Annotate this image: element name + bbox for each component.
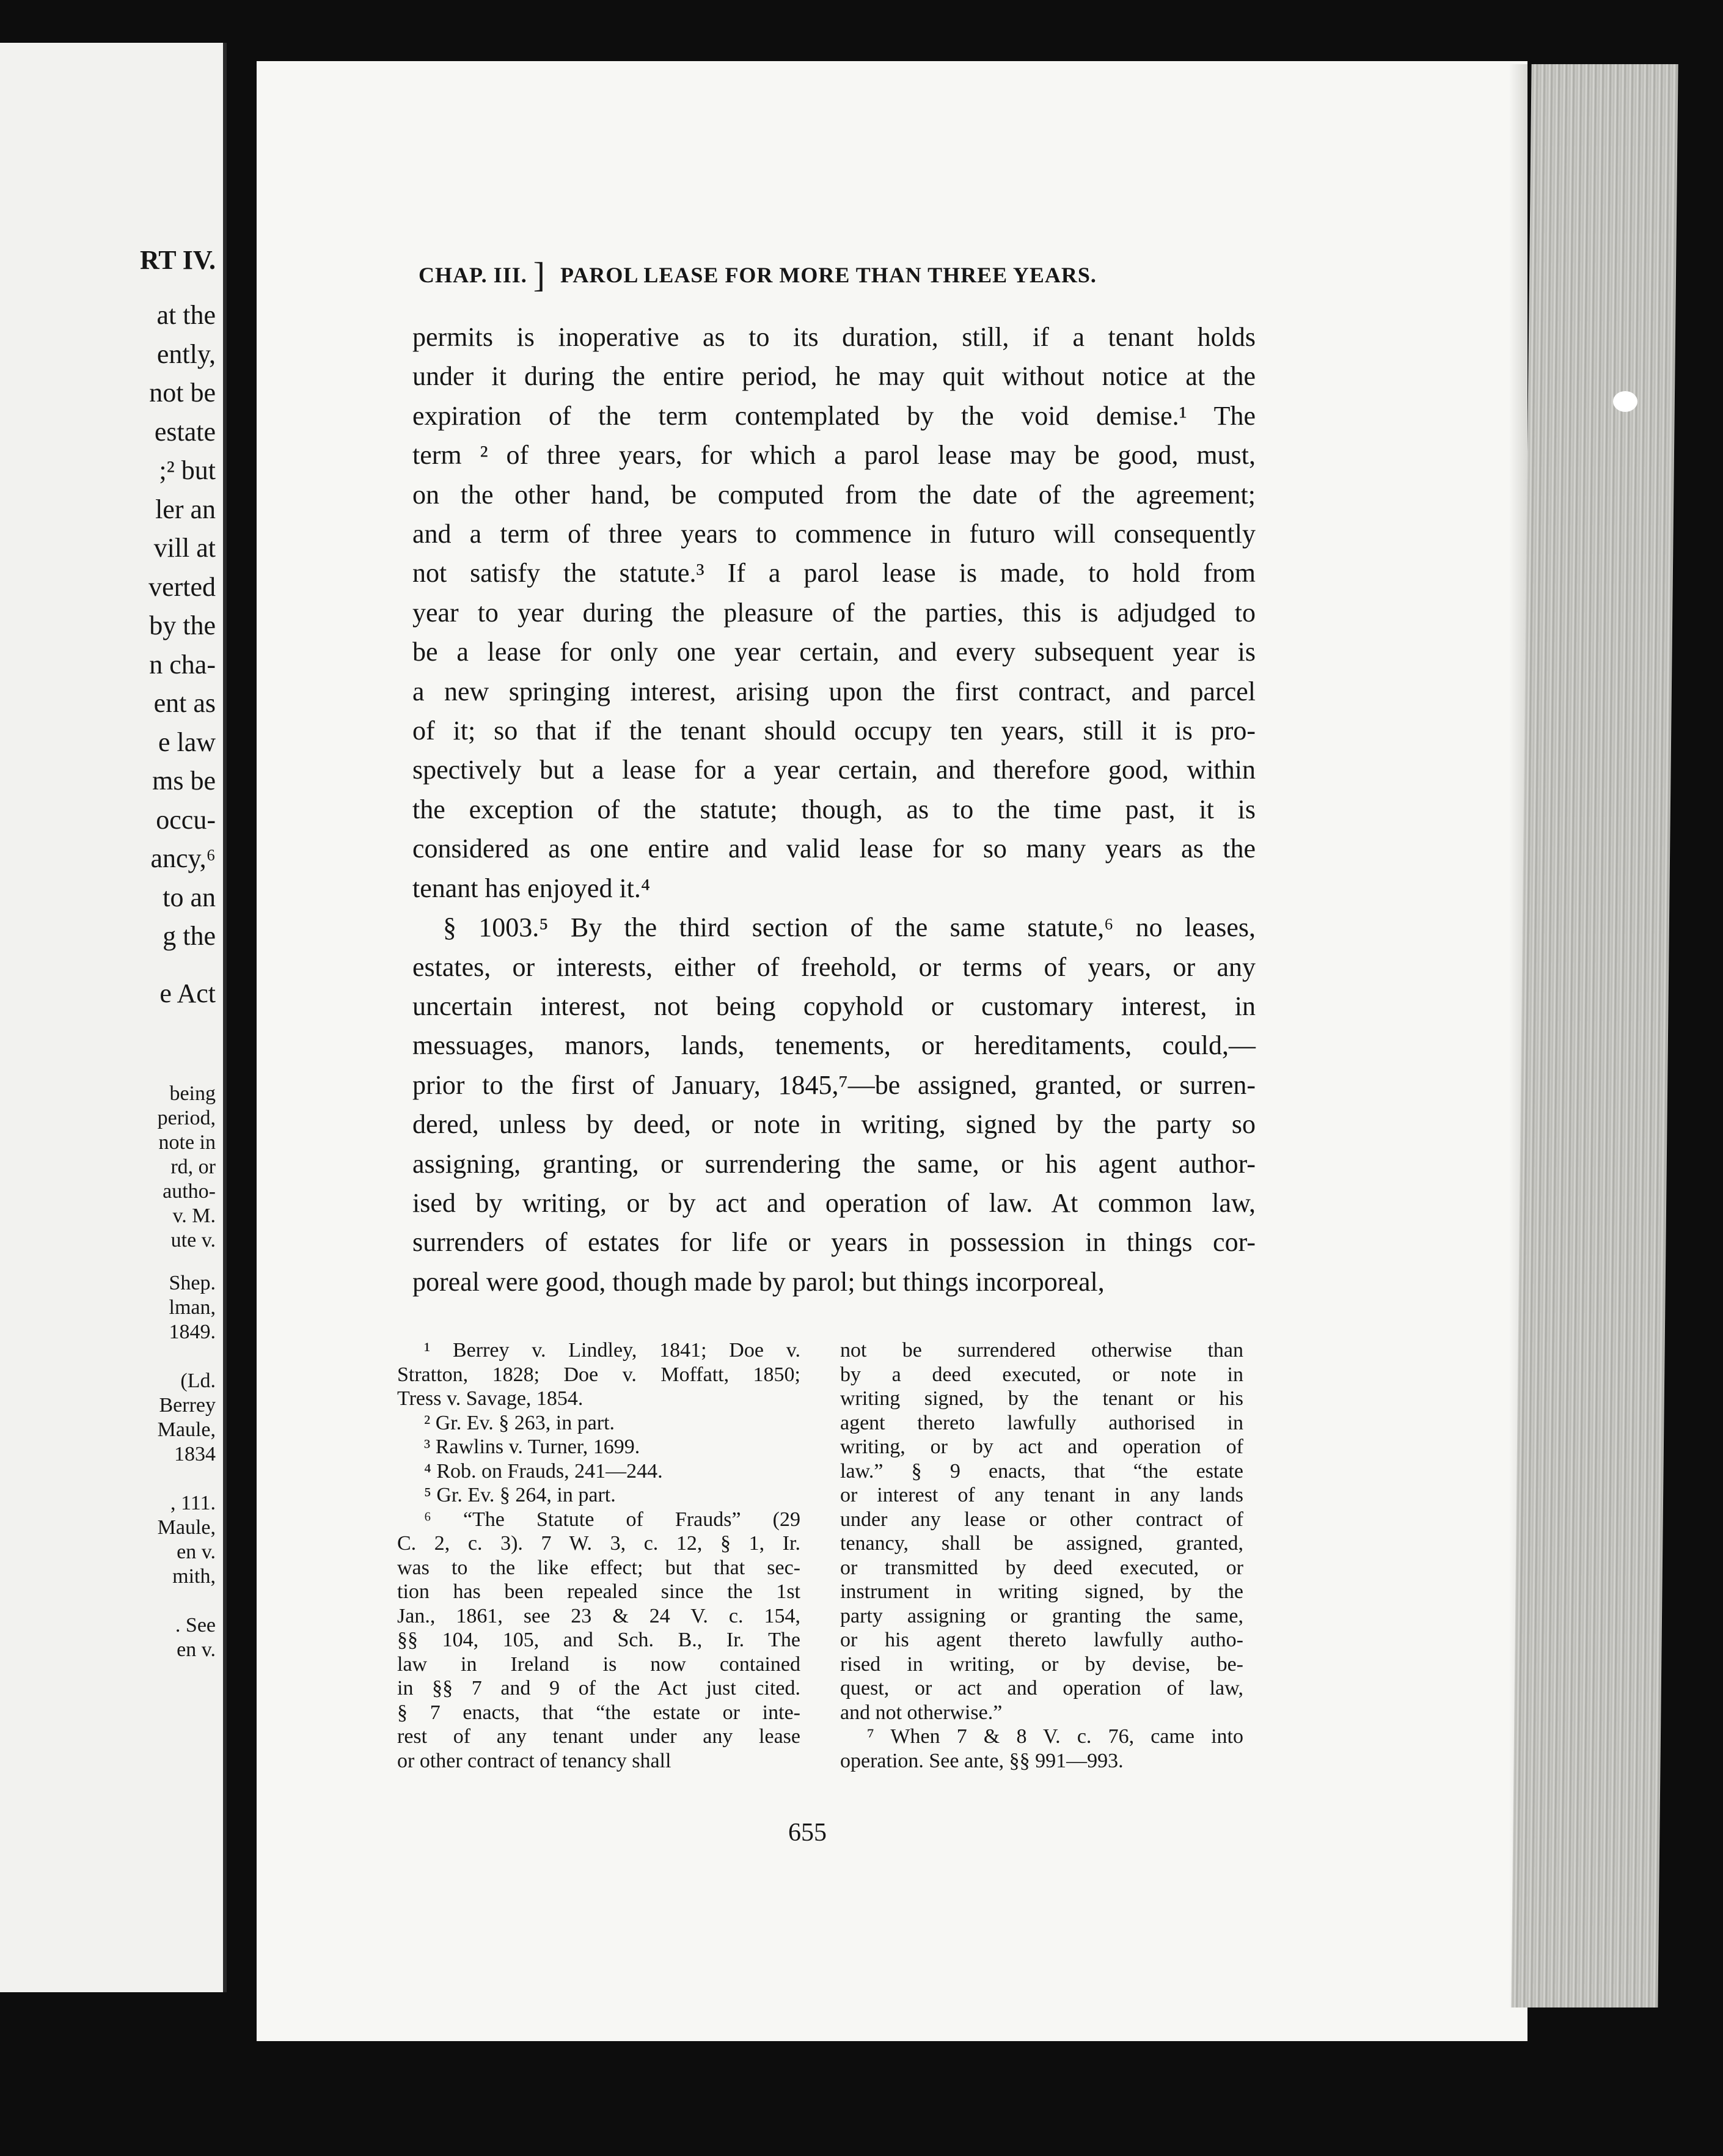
body-line: of it; so that if the tenant should occupy ten years, still it is pro-: [412, 716, 1256, 746]
footnote-line: or interest of any tenant in any lands: [840, 1484, 1243, 1506]
footnote-line: rised in writing, or by devise, be-: [840, 1652, 1243, 1676]
body-line: on the other hand, be computed from the date of the agreement;: [412, 479, 1256, 510]
body-line: prior to the first of January, 1845,⁷—be assigned, granted, or surren-: [412, 1069, 1256, 1100]
facing-page-footnote-fragment: rd, or: [170, 1156, 216, 1178]
facing-page-footnote-fragment: en v.: [177, 1638, 216, 1661]
facing-page-fragment: RT IV.: [139, 245, 216, 275]
footnote-line: law.” § 9 enacts, that “the estate: [840, 1459, 1243, 1483]
running-head-chapter: CHAP. III.: [419, 263, 527, 287]
footnote-line: operation. See ante, §§ 991—993.: [840, 1749, 1124, 1772]
footnote-line: § 7 enacts, that “the estate or inte-: [397, 1701, 800, 1724]
footnote-line: ⁶ “The Statute of Frauds” (29: [424, 1508, 800, 1531]
footnote-line: not be surrendered otherwise than: [840, 1339, 1243, 1362]
footnote-line: Stratton, 1828; Doe v. Moffatt, 1850;: [397, 1363, 800, 1386]
facing-page-fragment: g the: [163, 921, 216, 951]
running-head: [419, 257, 1194, 293]
facing-page-footnote-fragment: . See: [175, 1614, 216, 1637]
footnote-line: writing signed, by the tenant or his: [840, 1387, 1243, 1410]
footnote-line: under any lease or other contract of: [840, 1508, 1243, 1531]
facing-page-fragment: ancy,⁶: [150, 843, 216, 873]
body-line: uncertain interest, not being copyhold or customary interest, in: [412, 991, 1256, 1021]
facing-page-footnote-fragment: , 111.: [170, 1492, 216, 1514]
facing-page-fragment: e Act: [159, 978, 216, 1008]
body-line: under it during the entire period, he may quit without notice at the: [412, 361, 1256, 392]
facing-page-footnote-fragment: 1849.: [169, 1321, 216, 1343]
footnote-line: was to the like effect; but that sec-: [397, 1556, 800, 1579]
facing-page-fragment: n cha-: [149, 649, 216, 680]
body-line: § 1003.⁵ By the third section of the same statute,⁶ no leases,: [443, 912, 1256, 943]
body-line: be a lease for only one year certain, and every subsequent year is: [412, 637, 1256, 667]
facing-page-footnote-fragment: Shep.: [169, 1272, 216, 1294]
footnote-line: Jan., 1861, see 23 & 24 V. c. 154,: [397, 1604, 800, 1627]
facing-page-fragment: ent as: [153, 688, 216, 718]
footnote-line: or transmitted by deed executed, or: [840, 1556, 1243, 1579]
facing-page-footnote-fragment: autho-: [163, 1180, 216, 1203]
footnotes-left-column: [397, 1338, 800, 1773]
footnote-line: ³ Rawlins v. Turner, 1699.: [424, 1436, 640, 1458]
facing-page-fragment: ms be: [152, 766, 216, 796]
body-line: and a term of three years to commence in futuro will consequently: [412, 519, 1256, 549]
facing-page-footnote-fragment: period,: [157, 1107, 216, 1129]
footnote-line: writing, or by act and operation of: [840, 1436, 1243, 1458]
footnote-line: ⁷ When 7 & 8 V. c. 76, came into: [867, 1725, 1243, 1748]
footnote-line: by a deed executed, or note in: [840, 1363, 1243, 1386]
facing-page-fragment: ler an: [155, 494, 216, 524]
page-stack-edge: [1511, 64, 1678, 2008]
body-line: the exception of the statute; though, as to the time past, it is: [412, 794, 1256, 824]
body-line: spectively but a lease for a year certain, and therefore good, within: [412, 755, 1256, 785]
facing-page-footnote-fragment: Maule,: [157, 1418, 216, 1441]
footnote-line: quest, or act and operation of law,: [840, 1677, 1243, 1700]
footnote-line: C. 2, c. 3). 7 W. 3, c. 12, § 1, Ir.: [397, 1532, 800, 1555]
body-line: considered as one entire and valid lease for so many years as the: [412, 834, 1256, 864]
facing-page-fragment: estate: [154, 416, 216, 447]
body-line: not satisfy the statute.³ If a parol lease is made, to hold from: [412, 558, 1256, 588]
body-line: a new springing interest, arising upon the first contract, and parcel: [412, 676, 1256, 706]
footnote-line: agent thereto lawfully authorised in: [840, 1411, 1243, 1434]
facing-page-footnote-fragment: 1834: [174, 1443, 216, 1465]
facing-page-footnote-fragment: mith,: [172, 1565, 216, 1588]
facing-page-footnote-fragment: Berrey: [159, 1394, 216, 1417]
body-line: assigning, granting, or surrendering the same, or his agent author-: [412, 1148, 1256, 1179]
footnote-line: or his agent thereto lawfully autho-: [840, 1629, 1243, 1651]
footnote-line: ² Gr. Ev. § 263, in part.: [424, 1411, 615, 1434]
facing-page-footnote-fragment: lman,: [169, 1296, 216, 1319]
facing-page-fragment: verted: [148, 571, 216, 602]
footnote-line: or other contract of tenancy shall: [397, 1749, 671, 1772]
facing-page-fragment: by the: [149, 610, 216, 640]
body-line: year to year during the pleasure of the parties, this is adjudged to: [412, 597, 1256, 628]
facing-page-fragment: not be: [149, 378, 216, 408]
page-number: 655: [788, 1819, 827, 1847]
facing-page-fragment: vill at: [153, 533, 216, 563]
footnotes-right-column: [840, 1338, 1243, 1773]
footnote-line: rest of any tenant under any lease: [397, 1725, 800, 1748]
facing-page-fragment: e law: [158, 727, 216, 757]
body-line: expiration of the term contemplated by the void demise.¹ The: [412, 400, 1256, 431]
facing-page-fragment: occu-: [156, 804, 216, 835]
facing-page-footnote-fragment: Maule,: [157, 1516, 216, 1539]
facing-page-footnote-fragment: being: [169, 1082, 216, 1105]
facing-page-footnote-fragment: v. M.: [172, 1204, 216, 1227]
facing-page-footnote-fragment: en v.: [177, 1541, 216, 1563]
facing-page-footnote-fragment: ute v.: [170, 1229, 216, 1252]
body-line: surrenders of estates for life or years in possession in things cor-: [412, 1227, 1256, 1258]
body-line: term ² of three years, for which a parol lease may be good, must,: [412, 440, 1256, 471]
running-head-bracket: ]: [533, 255, 546, 295]
paper-speck: [1613, 391, 1637, 412]
body-line: ised by writing, or by act and operation of law. At common law,: [412, 1187, 1256, 1218]
facing-page-footnote-fragment: note in: [158, 1131, 216, 1154]
footnote-line: law in Ireland is now contained: [397, 1652, 800, 1676]
body-line: messuages, manors, lands, tenements, or hereditaments, could,—: [412, 1030, 1256, 1061]
footnote-line: §§ 104, 105, and Sch. B., Ir. The: [397, 1629, 800, 1651]
footnote-line: and not otherwise.”: [840, 1701, 1003, 1724]
footnote-line: ⁴ Rob. on Frauds, 241—244.: [424, 1459, 663, 1483]
footnote-line: tenancy, shall be assigned, granted,: [840, 1532, 1243, 1555]
body-text: [412, 318, 1256, 1302]
footnotes: [397, 1338, 1246, 1803]
body-line: tenant has enjoyed it.⁴: [412, 873, 651, 903]
facing-page-footnote-fragment: (Ld.: [180, 1370, 216, 1392]
footnote-line: ¹ Berrey v. Lindley, 1841; Doe v.: [424, 1339, 800, 1362]
footnote-line: tion has been repealed since the 1st: [397, 1580, 800, 1603]
facing-page-fragment: ;² but: [159, 455, 216, 485]
body-line: permits is inoperative as to its duration, still, if a tenant holds: [412, 322, 1256, 352]
footnote-line: instrument in writing signed, by the: [840, 1580, 1243, 1603]
footnote-line: party assigning or granting the same,: [840, 1604, 1243, 1627]
facing-page-fragment: to an: [163, 882, 216, 912]
facing-page-left: [0, 43, 227, 1992]
body-line: poreal were good, though made by parol; but things incorporeal,: [412, 1266, 1105, 1297]
running-head-title: PAROL LEASE FOR MORE THAN THREE YEARS.: [560, 263, 1097, 287]
facing-page-fragment: ently,: [156, 339, 216, 369]
footnote-line: in §§ 7 and 9 of the Act just cited.: [397, 1677, 800, 1700]
footnote-line: Tress v. Savage, 1854.: [397, 1387, 583, 1410]
body-line: estates, or interests, either of freehold, or terms of years, or any: [412, 952, 1256, 982]
facing-page-fragment: at the: [156, 300, 216, 330]
body-line: dered, unless by deed, or note in writing, signed by the party so: [412, 1109, 1256, 1140]
footnote-line: ⁵ Gr. Ev. § 264, in part.: [424, 1484, 616, 1506]
